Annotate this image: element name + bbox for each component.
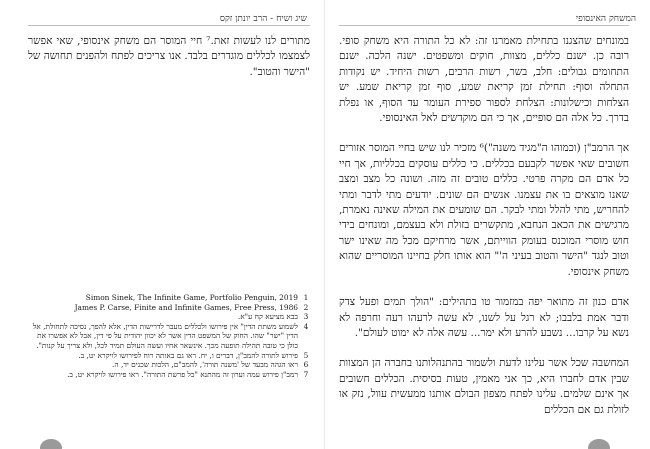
- footnote-text: ראו הגהה מבעד של 'משנה תורה', להמב"ם, הלכות שכנים יד, ה.: [112, 360, 298, 370]
- left-body-text: מתורים לנו לעשות זאת.⁷ חיי המוסר הם משחק אינסופי, שאי אפשר לצמצמו לכללים מוגדרים בלבד. אנו צריכים לפתח ולהפנים תחושה של "הישר והטוב".: [28, 35, 310, 78]
- footnote: [28, 370, 310, 380]
- running-head-right: המשחק האינסופי: [575, 14, 636, 24]
- footnote-number: 6: [303, 360, 309, 370]
- footnote-text: רמב"ן פירוש עמה וערון זה מהתנא "כל פרשת התורה". ראו פירושו לויקרא יט, ב.: [67, 369, 298, 379]
- footnote-text: לשמוע משתת הדין" אין פירושו ולכללים מעבר לדרישות הדין, אלא להפך, נסיכה לתחולת, אל הדין "ישר" שהו. החוק של המשפט הדין אשר לא יכוון יהודית על פי דין, אבל לא אפשרו את כולן כי טובה תהילה תופעה מכך. אינשאר אחיו ועשה העולם תמיד לכל, ולא צריך על קנות".: [32, 321, 298, 350]
- page-corner-tab-right: [588, 439, 610, 449]
- footnote: [28, 293, 310, 303]
- footnote: [28, 360, 310, 370]
- running-head-left: שיג ושיח - הרב יונתן זקס: [219, 14, 307, 24]
- footnotes: [28, 293, 310, 379]
- footnote: [28, 303, 310, 313]
- footnote-number: 3: [303, 312, 309, 322]
- paragraph: במונחים שהצגנו בתחילת מאמרנו זה: לא כל התורה היא משחק סופי. רובה כן. ישנם כללים, מצוות, חוקים ומשפטים. ישנה הלכה. ישנם התחומים גבולים: חלב, בשר, רשות הרבים, רשות היחיד. יש נקודות התחלה וסוף: תחילת זמן קריאת שמע, סוף זמן קריאת שמע. יש הצלחות וכישלונות: הצלחת לספור ספירת העומר עד הסוף, או נפלת בדרך. כל אלה הם סופיים, אך כי הם מוקדשים לאל האינסופי.: [339, 35, 629, 125]
- footnote-text: Simon Sinek, The Infinite Game, Portfolio Penguin, 2019: [85, 293, 298, 302]
- footnote-number: 7: [303, 369, 309, 379]
- footnote-text: פירוש לתורה להמב"ן, דברים ו, יח. ראו גם באותה רוח לפירושו לויקרא יט, ב.: [78, 350, 298, 360]
- header-rule-right: [339, 25, 629, 26]
- footnote: [28, 322, 310, 351]
- paragraph: אדם כנון זה מתואר יפה במזמור טו בתהילים: "הולך תמים ופעל צדק ודבר אמת בלבבו; לא רגל על לשנו, לא עשה לרעהו רעה וחרפה לא נשא על קרבו... נשבע להרע ולא ימר... עשה אלה לא ימוט לעולם".: [339, 296, 629, 339]
- footnote: [28, 351, 310, 361]
- footnote-text: בבא מציעא קח ע"א.: [237, 312, 298, 322]
- paragraph: אך הרמב"ן (וכמוהו ה"מגיד משנה")⁶ מזכיר לנו שיש בחיי המוסר אזורים חשובים שאי אפשר לקבעם בכללים. כי כללים עוסקים בכלליות, אך חיי כל אדם הם מקרה פרטי. כללים טובים זה מזה. ושונה כל מצב ומצב שאנו מוצאים בו את עצמנו. אנשים הם שונים. יודעים מתי לדבר ומתי להחריש, מתי להלל ומתי לבקר. הם שומעים את המילה שאינה נאמרת, מרגישים את הכאב הנחבא, מתקשרים בזולת ולא בעצמם, ומונחים בידי חוש מוסרי המוכנס בעומק הווייתם, אשר מרחיקם מכל מה שאינו ישר וטוב לנגד "הישר והטוב בעיני ה'" הוא אותו חלק בחיינו המוסריים שהוא משחק אינסופי.: [339, 142, 629, 278]
- header-rule-left: [28, 25, 310, 26]
- footnote-number: 2: [303, 302, 309, 312]
- paragraph: המחשבה שכל אשר עלינו לדעת ולשמור בהתנהלותנו בחברה הן המצוות שבין אדם לחברו היא, כך אני מאמין, טעות בסיסית. הכללים חשובים אך אינם שלמים. עלינו לפתח מצפון הבולם אותנו ממעשית עוול, נזק או לזולת גם אם הכללים: [339, 357, 629, 416]
- right-page: [325, 0, 650, 449]
- footnote-number: 1: [303, 293, 309, 302]
- right-body-text: [339, 34, 629, 418]
- page-corner-tab-left: [40, 439, 62, 449]
- footnote-number: 5: [303, 350, 309, 360]
- footnote: [28, 312, 310, 322]
- footnote-number: 4: [303, 321, 309, 331]
- footnote-text: James P. Carse, Finite and Infinite Games, Free Press, 1986: [74, 302, 298, 312]
